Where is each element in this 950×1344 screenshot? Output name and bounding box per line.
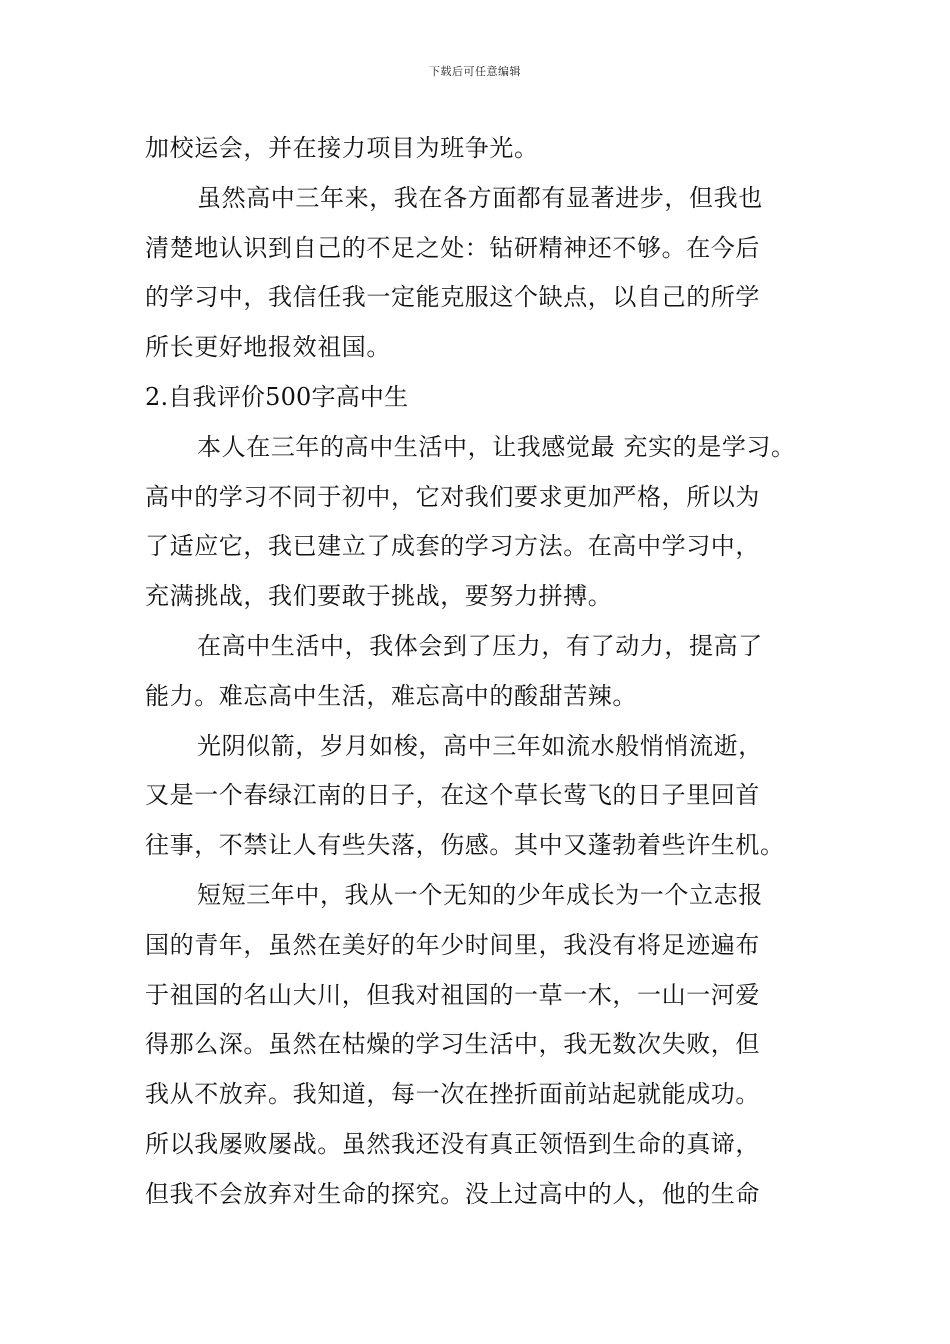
- text-line: 清楚地认识到自己的不足之处：钻研精神还不够。在今后: [145, 233, 760, 262]
- text-line: 所以我屡败屡战。虽然我还没有真正领悟到生命的真谛，: [145, 1129, 760, 1158]
- page-header: 下载后可任意编辑: [429, 65, 521, 78]
- text-line: 短短三年中，我从一个无知的少年成长为一个立志报: [197, 880, 763, 909]
- document-body: [145, 124, 845, 1220]
- text-line: 但我不会放弃对生命的探究。没上过高中的人，他的生命: [145, 1179, 760, 1208]
- text-line: 又是一个春绿江南的日子，在这个草长莺飞的日子里回首: [145, 781, 760, 810]
- text-line: 虽然高中三年来，我在各方面都有显著进步，但我也: [197, 183, 763, 212]
- text-line: 往事，不禁让人有些失落，伤感。其中又蓬勃着些许生机。: [145, 831, 785, 860]
- text-line: 光阴似箭，岁月如梭，高中三年如流水般悄悄流逝，: [197, 731, 763, 760]
- text-line: 高中的学习不同于初中，它对我们要求更加严格，所以为: [145, 482, 760, 511]
- section-heading: 2.自我评价500字高中生: [145, 382, 409, 411]
- text-line: 充满挑战，我们要敢于挑战，要努力拼搏。: [145, 582, 613, 611]
- text-line: 所长更好地报效祖国。: [145, 333, 391, 362]
- text-line: 国的青年，虽然在美好的年少时间里，我没有将足迹遍布: [145, 930, 760, 959]
- text-line: 的学习中，我信任我一定能克服这个缺点，以自己的所学: [145, 283, 760, 312]
- text-line: 得那么深。虽然在枯燥的学习生活中，我无数次失败，但: [145, 1030, 760, 1059]
- text-line: 于祖国的名山大川，但我对祖国的一草一木，一山一河爱: [145, 980, 760, 1009]
- text-line: 在高中生活中，我体会到了压力，有了动力，提高了: [197, 631, 763, 660]
- text-line: 我从不放弃。我知道，每一次在挫折面前站起就能成功。: [145, 1080, 760, 1109]
- text-line: 了适应它，我已建立了成套的学习方法。在高中学习中，: [145, 532, 760, 561]
- text-line: 本人在三年的高中生活中，让我感觉最 充实的是学习。: [197, 432, 796, 461]
- text-line: 加校运会，并在接力项目为班争光。: [145, 134, 539, 162]
- text-line: 能力。难忘高中生活，难忘高中的酸甜苦辣。: [145, 681, 637, 710]
